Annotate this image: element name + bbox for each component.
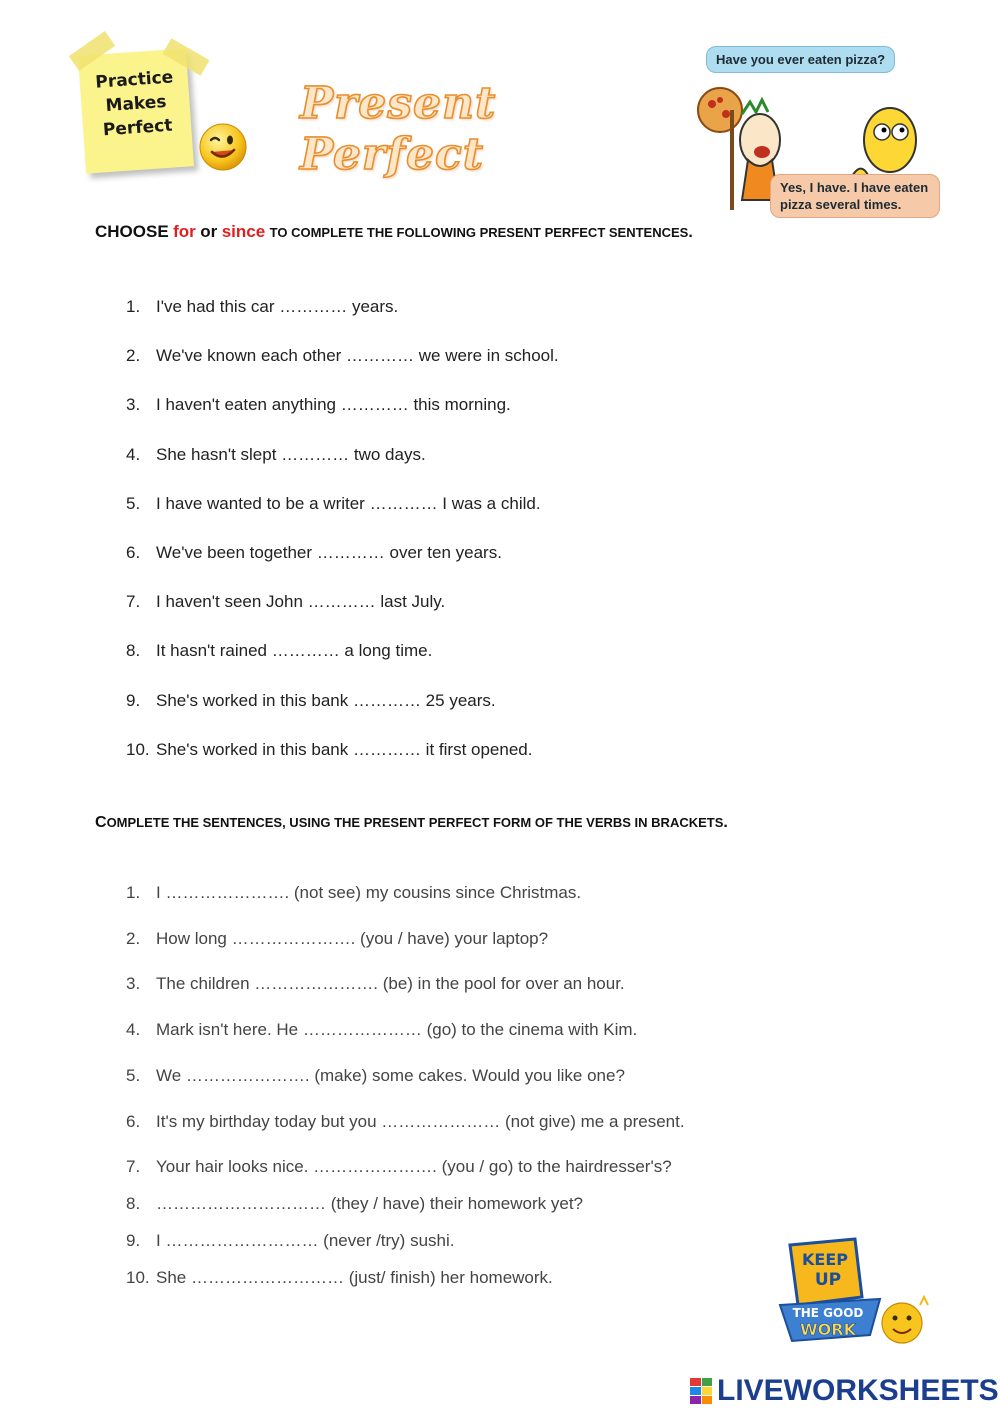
list-item <box>126 928 685 973</box>
heading-since: since <box>221 222 266 241</box>
badge-up: UP <box>814 1270 842 1290</box>
list-item <box>126 1065 685 1111</box>
item-number: 5. <box>126 1066 141 1085</box>
for-since-exercise-list <box>126 296 559 788</box>
section1-heading <box>95 222 693 242</box>
list-item <box>126 640 559 689</box>
item-text: It's my birthday today but you ………………… (not give) me a present. <box>156 1112 685 1131</box>
heading-instruction: OMPLETE THE SENTENCES, USING THE PRESENT PERFECT FORM OF THE VERBS IN BRACKETS <box>106 815 724 830</box>
list-item <box>126 1019 685 1065</box>
item-number: 10. <box>126 739 150 759</box>
liveworksheets-icon <box>690 1378 712 1404</box>
item-text: She's worked in this bank ………… it first opened. <box>156 739 533 759</box>
list-item <box>126 690 559 739</box>
item-number: 2. <box>126 929 141 948</box>
item-number: 1. <box>126 883 141 902</box>
item-number: 3. <box>126 974 141 993</box>
list-item <box>126 296 559 345</box>
item-text: Mark isn't here. He ………………… (go) to the cinema with Kim. <box>156 1020 638 1039</box>
item-number: 7. <box>126 592 141 612</box>
question-bubble: Have you ever eaten pizza? <box>706 46 895 73</box>
item-text: I've had this car ………… years. <box>156 297 399 316</box>
item-text: We've been together ………… over ten years. <box>156 542 502 562</box>
sticky-note-text <box>84 65 189 144</box>
list-item <box>126 591 559 640</box>
section2-heading <box>95 814 728 832</box>
heading-first-letter: C <box>95 814 107 831</box>
keep-up-good-work-badge <box>770 1235 930 1350</box>
sticky-line-3: Perfect <box>102 115 174 141</box>
list-item <box>126 1111 685 1156</box>
item-text: Your hair looks nice. …………………. (you / go) to the hairdresser's? <box>156 1157 672 1176</box>
item-number: 8. <box>126 641 141 661</box>
item-text: We've known each other ………… we were in school. <box>156 346 559 366</box>
badge-the-good: THE GOOD <box>792 1306 864 1320</box>
heading-period: . <box>723 814 728 831</box>
sticky-line-2: Makes <box>104 91 168 117</box>
item-text: I haven't seen John ………… last July. <box>156 592 446 612</box>
present-perfect-exercise-list <box>126 882 685 1304</box>
heading-or: or <box>200 222 218 241</box>
list-item <box>126 973 685 1019</box>
item-number: 4. <box>126 1020 141 1039</box>
practice-makes-perfect-note <box>68 40 198 180</box>
pizza-cartoon <box>690 40 940 220</box>
item-text: I haven't eaten anything ………… this morning. <box>156 395 511 415</box>
list-item <box>126 493 559 542</box>
sticky-line-1: Practice <box>94 67 174 93</box>
badge-work: WORK <box>800 1320 856 1339</box>
list-item <box>126 1156 685 1193</box>
item-number: 9. <box>126 690 141 710</box>
liveworksheets-logo <box>690 1374 999 1408</box>
list-item <box>126 739 559 788</box>
item-text: She hasn't slept ………… two days. <box>156 444 426 464</box>
item-text: We …………………. (make) some cakes. Would you like one? <box>156 1066 625 1085</box>
liveworksheets-wordmark: LIVEWORKSHEETS <box>717 1374 999 1407</box>
winking-smiley-icon <box>198 122 248 172</box>
list-item <box>126 444 559 493</box>
item-number: 1. <box>126 297 141 316</box>
item-number: 5. <box>126 493 141 513</box>
item-text: How long …………………. (you / have) your laptop? <box>156 929 549 948</box>
list-item <box>126 542 559 591</box>
heading-for: for <box>173 222 196 241</box>
item-text: I have wanted to be a writer ………… I was a child. <box>156 493 541 513</box>
item-number: 8. <box>126 1194 141 1213</box>
list-item <box>126 345 559 394</box>
list-item <box>126 1267 685 1304</box>
item-number: 9. <box>126 1231 141 1250</box>
page-title: Present Perfect <box>300 78 497 180</box>
heading-choose: CHOOSE <box>95 222 169 241</box>
heading-instruction: TO COMPLETE THE FOLLOWING PRESENT PERFECT SENTENCES <box>269 225 689 240</box>
answer-bubble: Yes, I have. I have eaten pizza several times. <box>770 174 940 218</box>
badge-keep: KEEP <box>802 1250 848 1269</box>
list-item <box>126 1230 685 1267</box>
item-text: I ……………………… (never /try) sushi. <box>156 1231 455 1250</box>
item-text: She's worked in this bank ………… 25 years. <box>156 690 496 710</box>
item-number: 6. <box>126 1112 141 1131</box>
list-item <box>126 1193 685 1230</box>
heading-period: . <box>688 224 693 241</box>
item-number: 3. <box>126 395 141 415</box>
item-text: I …………………. (not see) my cousins since Christmas. <box>156 883 582 902</box>
item-number: 4. <box>126 444 141 464</box>
item-text: She ……………………… (just/ finish) her homework. <box>156 1268 553 1287</box>
list-item <box>126 394 559 443</box>
list-item <box>126 882 685 928</box>
item-number: 7. <box>126 1157 141 1176</box>
item-text: The children …………………. (be) in the pool for over an hour. <box>156 974 625 993</box>
item-number: 2. <box>126 346 141 366</box>
item-text: It hasn't rained ………… a long time. <box>156 641 433 661</box>
item-text: ………………………… (they / have) their homework yet? <box>156 1194 584 1213</box>
item-number: 6. <box>126 542 141 562</box>
item-number: 10. <box>126 1268 150 1287</box>
